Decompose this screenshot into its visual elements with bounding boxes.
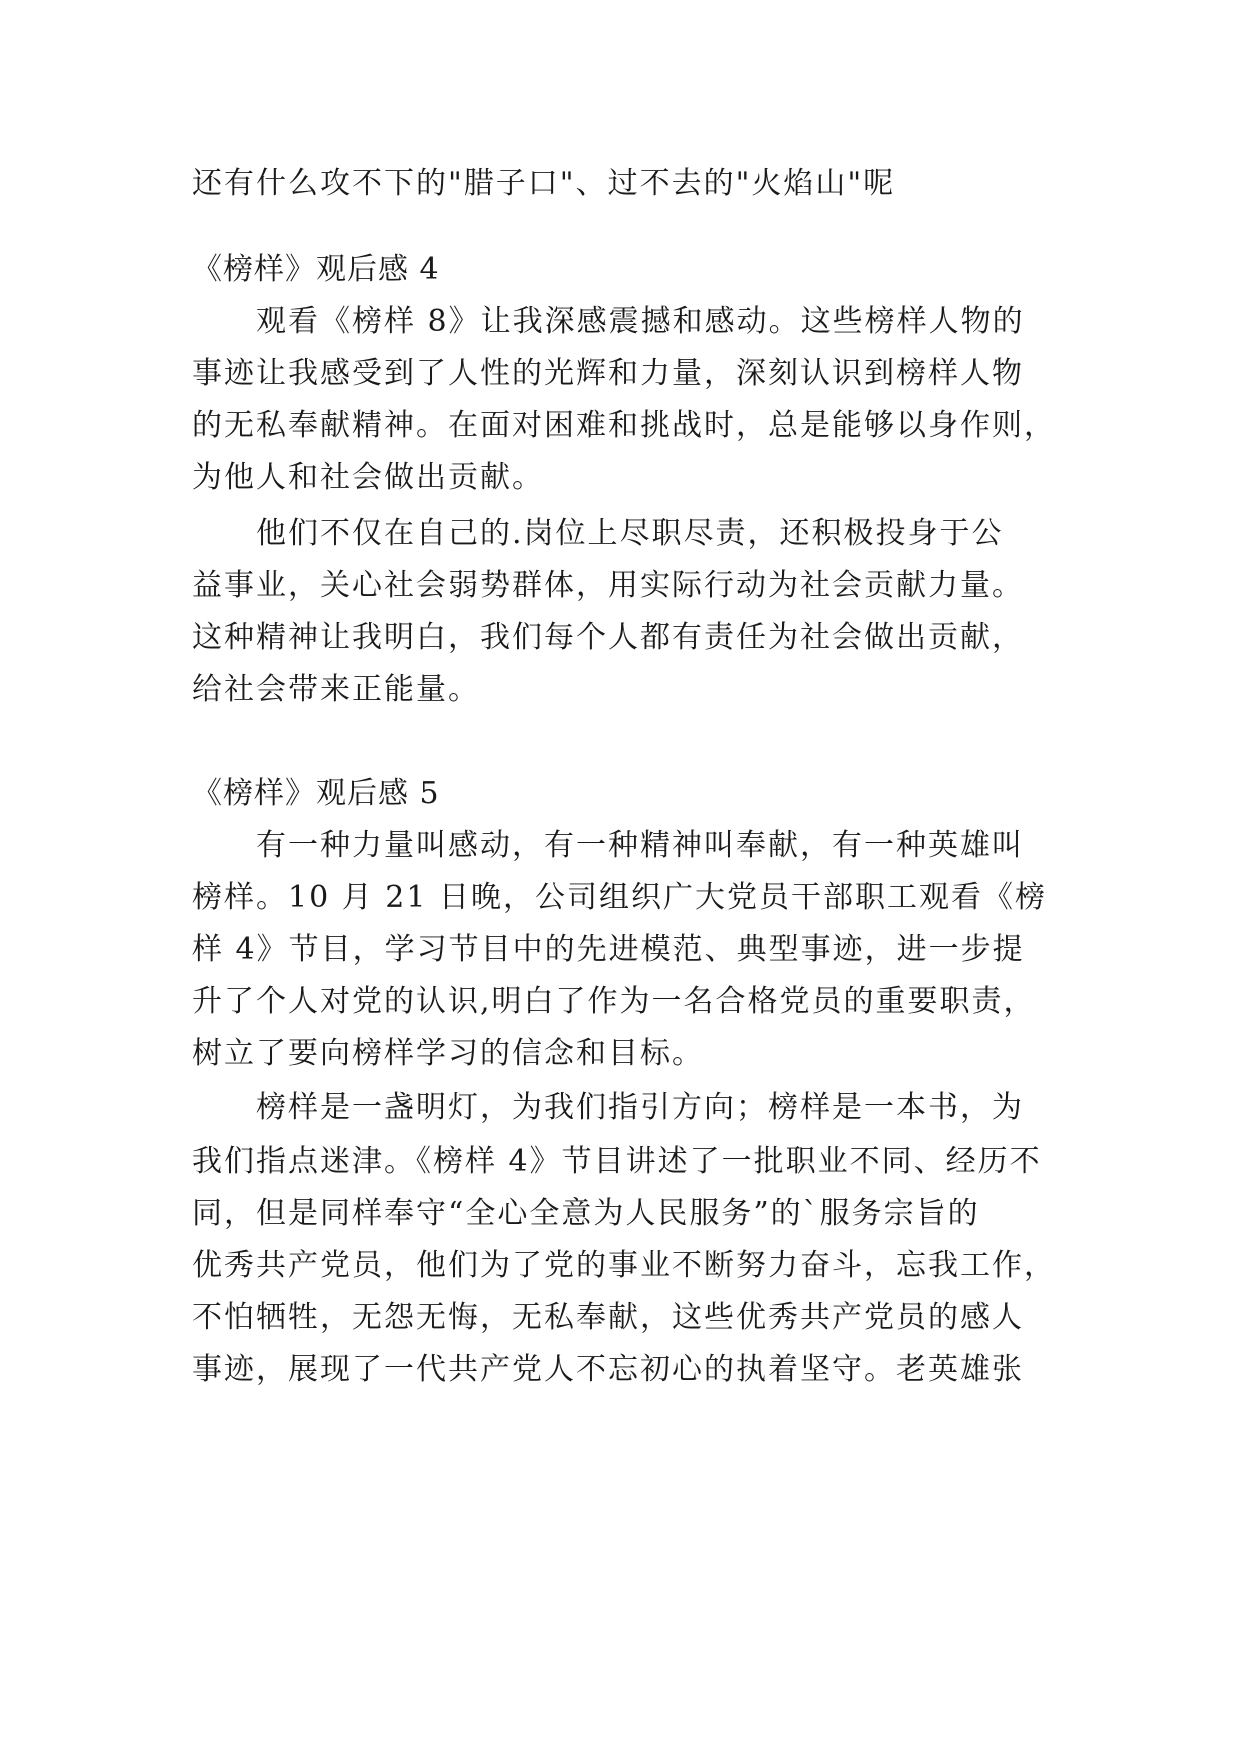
- paragraph-line: 这种精神让我明白，我们每个人都有责任为社会做出贡献，: [192, 620, 1024, 655]
- paragraph-line: 他们不仅在自己的.岗位上尽职尽责，还积极投身于公: [256, 516, 1004, 551]
- paragraph-line: 同，但是同样奉守“全心全意为人民服务”的`服务宗旨的: [192, 1196, 980, 1231]
- paragraph-line: 给社会带来正能量。: [192, 672, 480, 707]
- paragraph-line: 观看《榜样 8》让我深感震撼和感动。这些榜样人物的: [256, 304, 1025, 339]
- paragraph-line: 事迹让我感受到了人性的光辉和力量，深刻认识到榜样人物: [192, 356, 1024, 391]
- paragraph-line: 益事业，关心社会弱势群体，用实际行动为社会贡献力量。: [192, 568, 1024, 603]
- paragraph-line: 优秀共产党员，他们为了党的事业不断努力奋斗，忘我工作，: [192, 1248, 1056, 1283]
- paragraph-line: 榜样是一盏明灯，为我们指引方向；榜样是一本书，为: [256, 1090, 1024, 1125]
- paragraph-line: 样 4》节目，学习节目中的先进模范、典型事迹，进一步提: [192, 932, 1025, 967]
- paragraph-line: 还有什么攻不下的"腊子口"、过不去的"火焰山"呢: [192, 166, 896, 201]
- paragraph-line: 为他人和社会做出贡献。: [192, 460, 544, 495]
- paragraph-line: 榜样。10 月 21 日晚，公司组织广大党员干部职工观看《榜: [192, 880, 1047, 915]
- section-heading-5: 《榜样》观后感 5: [192, 776, 440, 811]
- paragraph-line: 的无私奉献精神。在面对困难和挑战时，总是能够以身作则，: [192, 408, 1056, 443]
- paragraph-line: 有一种力量叫感动，有一种精神叫奉献，有一种英雄叫: [256, 828, 1024, 863]
- paragraph-line: 树立了要向榜样学习的信念和目标。: [192, 1036, 704, 1071]
- paragraph-line: 我们指点迷津。《榜样 4》节目讲述了一批职业不同、经历不: [192, 1144, 1042, 1179]
- paragraph-line: 升了个人对党的认识,明白了作为一名合格党员的重要职责，: [192, 984, 1036, 1019]
- paragraph-line: 事迹，展现了一代共产党人不忘初心的执着坚守。老英雄张: [192, 1352, 1024, 1387]
- section-heading-4: 《榜样》观后感 4: [192, 252, 440, 287]
- paragraph-line: 不怕牺牲，无怨无悔，无私奉献，这些优秀共产党员的感人: [192, 1300, 1024, 1335]
